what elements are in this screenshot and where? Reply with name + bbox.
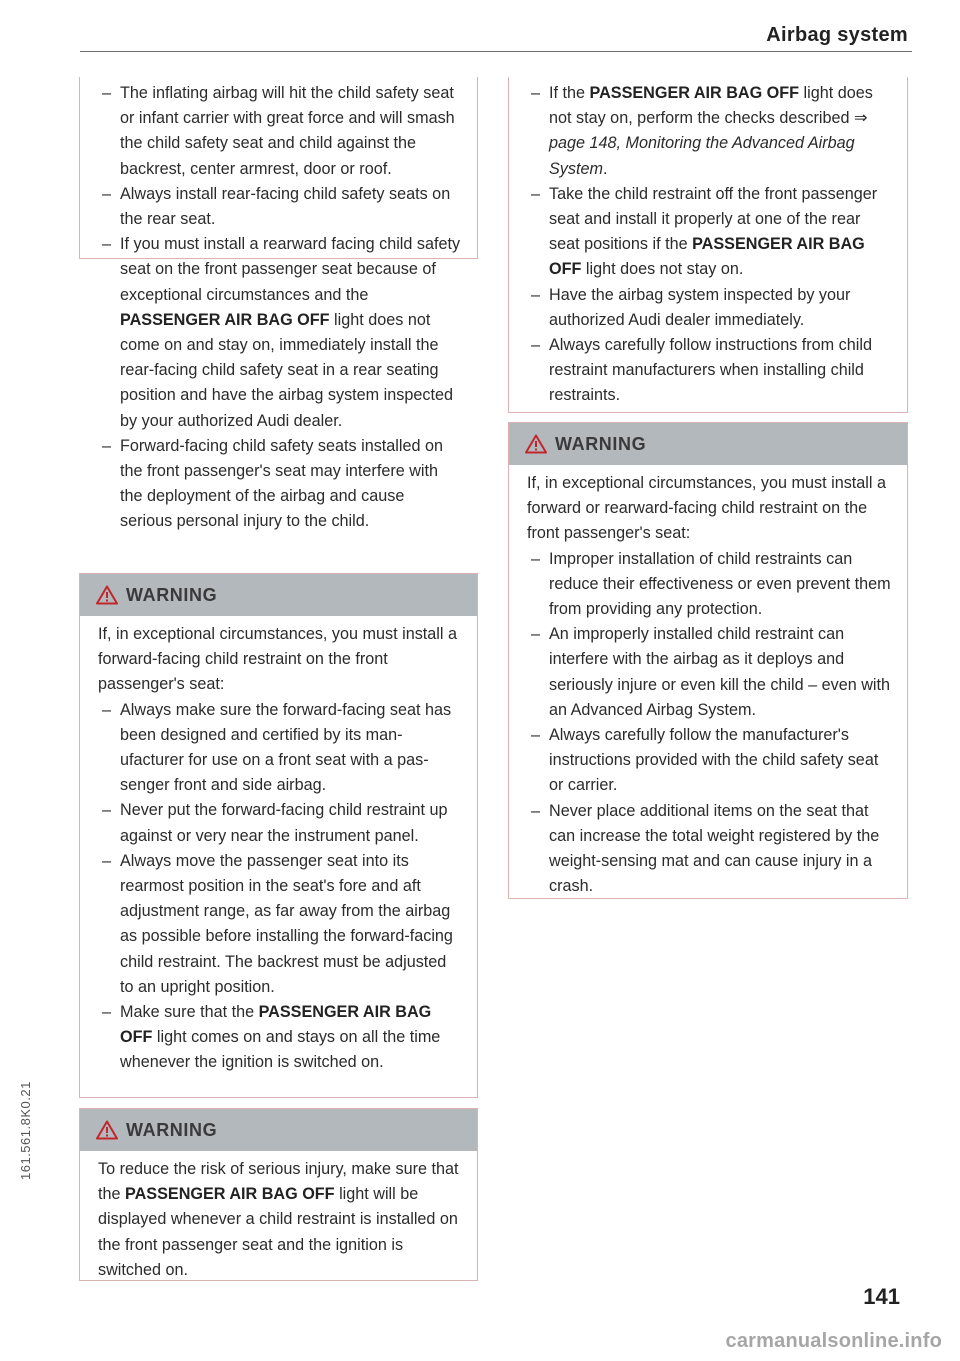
list-item: – Always carefully follow the manufacturer's instructions provided with the child safety seat or carrier. — [527, 723, 891, 799]
warning-header — [80, 574, 477, 616]
right-info-box — [508, 77, 908, 413]
list-item: – If you must install a rearward facing child safety seat on the front passenger seat because of exceptional circumstances and the PASSENGER AIR BAG OFF light does not come on and stay on, immediately install the rear-facing child safety seat in a rear seating position and have the airbag system inspected by your authorized Audi dealer. — [98, 232, 461, 434]
list-item: – Forward-facing child safety seats installed on the front passenger's seat may interfere with the deployment of the airbag and cause serious personal injury to the child. — [98, 434, 461, 535]
list-item: – Always move the passenger seat into its rearmost position in the seat's fore and aft adjustment range, as far away from the airbag as possible before installing the forward-facing child restraint. The backrest must be adjusted to an upright position. — [98, 849, 461, 1000]
list-item: – Make sure that the PASSENGER AIR BAG OFF light comes on and stays on all the time whenever the ignition is switched on. — [98, 1000, 461, 1076]
list-item: – Never put the forward-facing child restraint up against or very near the instrument panel. — [98, 798, 461, 848]
warning-title: WARNING — [126, 1119, 218, 1140]
warning-triangle-icon — [96, 585, 118, 605]
warning-intro: If, in exceptional circumstances, you must install a forward-facing child restraint on the front passenger's seat: — [98, 625, 457, 694]
left-box1-list — [98, 81, 461, 535]
warning-header — [509, 423, 907, 465]
warning-triangle-icon — [525, 434, 547, 454]
list-item: – Always make sure the forward-facing seat has been designed and certified by its manufacturer for use on a front seat with a passenger front and side airbag. — [98, 698, 461, 799]
right-warning-box — [508, 422, 908, 899]
left-warning-box-2 — [79, 1108, 478, 1281]
warning-text: To reduce the risk of serious injury, make sure that the PASSENGER AIR BAG OFF light will be displayed whenever a child restraint is installed on the front passenger seat and the ignition is switched on. — [98, 1160, 459, 1279]
page-reference-link[interactable]: ⇒ page 148, Monitoring the Advanced Airbag System — [549, 109, 868, 178]
side-document-code: 161.561.8K0.21 — [18, 1081, 33, 1180]
warning-triangle-icon — [96, 1120, 118, 1140]
left-warning1-list — [98, 698, 461, 1076]
list-item: – Improper installation of child restraints can reduce their effectiveness or even prevent them from providing any protection. — [527, 547, 891, 623]
list-item: – Have the airbag system inspected by your authorized Audi dealer immediately. — [527, 283, 891, 333]
list-item: – Always install rear-facing child safety seats on the rear seat. — [98, 182, 461, 232]
left-info-box — [79, 77, 478, 531]
right-warning1-list — [527, 547, 891, 900]
page-number: 141 — [863, 1284, 900, 1309]
warning-header — [80, 1109, 477, 1151]
header-rule — [80, 51, 912, 52]
left-warning-box-1 — [79, 573, 478, 1098]
list-item: – If the PASSENGER AIR BAG OFF light does not stay on, perform the checks described ⇒ page 148, Monitoring the Advanced Airbag System. — [527, 81, 891, 182]
right-box1-list — [527, 81, 891, 409]
list-item: – An improperly installed child restraint can interfere with the airbag as it deploys and seriously injure or even kill the child – even with an Advanced Airbag System. — [527, 622, 891, 723]
list-item: – Take the child restraint off the front passenger seat and install it properly at one of the rear seat positions if the PASSENGER AIR BAG OFF light does not stay on. — [527, 182, 891, 283]
watermark: carmanualsonline.info — [725, 1330, 942, 1352]
list-item: – Always carefully follow instructions from child restraint manufacturers when installing child restraints. — [527, 333, 891, 409]
list-item: – Never place additional items on the seat that can increase the total weight registered by the weight-sensing mat and can cause injury in a crash. — [527, 799, 891, 900]
warning-title: WARNING — [555, 433, 647, 454]
page-header-title: Airbag system — [766, 24, 908, 46]
list-item: – The inflating airbag will hit the child safety seat or infant carrier with great force and will smash the child safety seat and child against the backrest, center armrest, door or roof. — [98, 81, 461, 182]
warning-title: WARNING — [126, 584, 218, 605]
warning-intro: If, in exceptional circumstances, you must install a forward or rearward-facing child restraint on the front passenger's seat: — [527, 474, 886, 543]
